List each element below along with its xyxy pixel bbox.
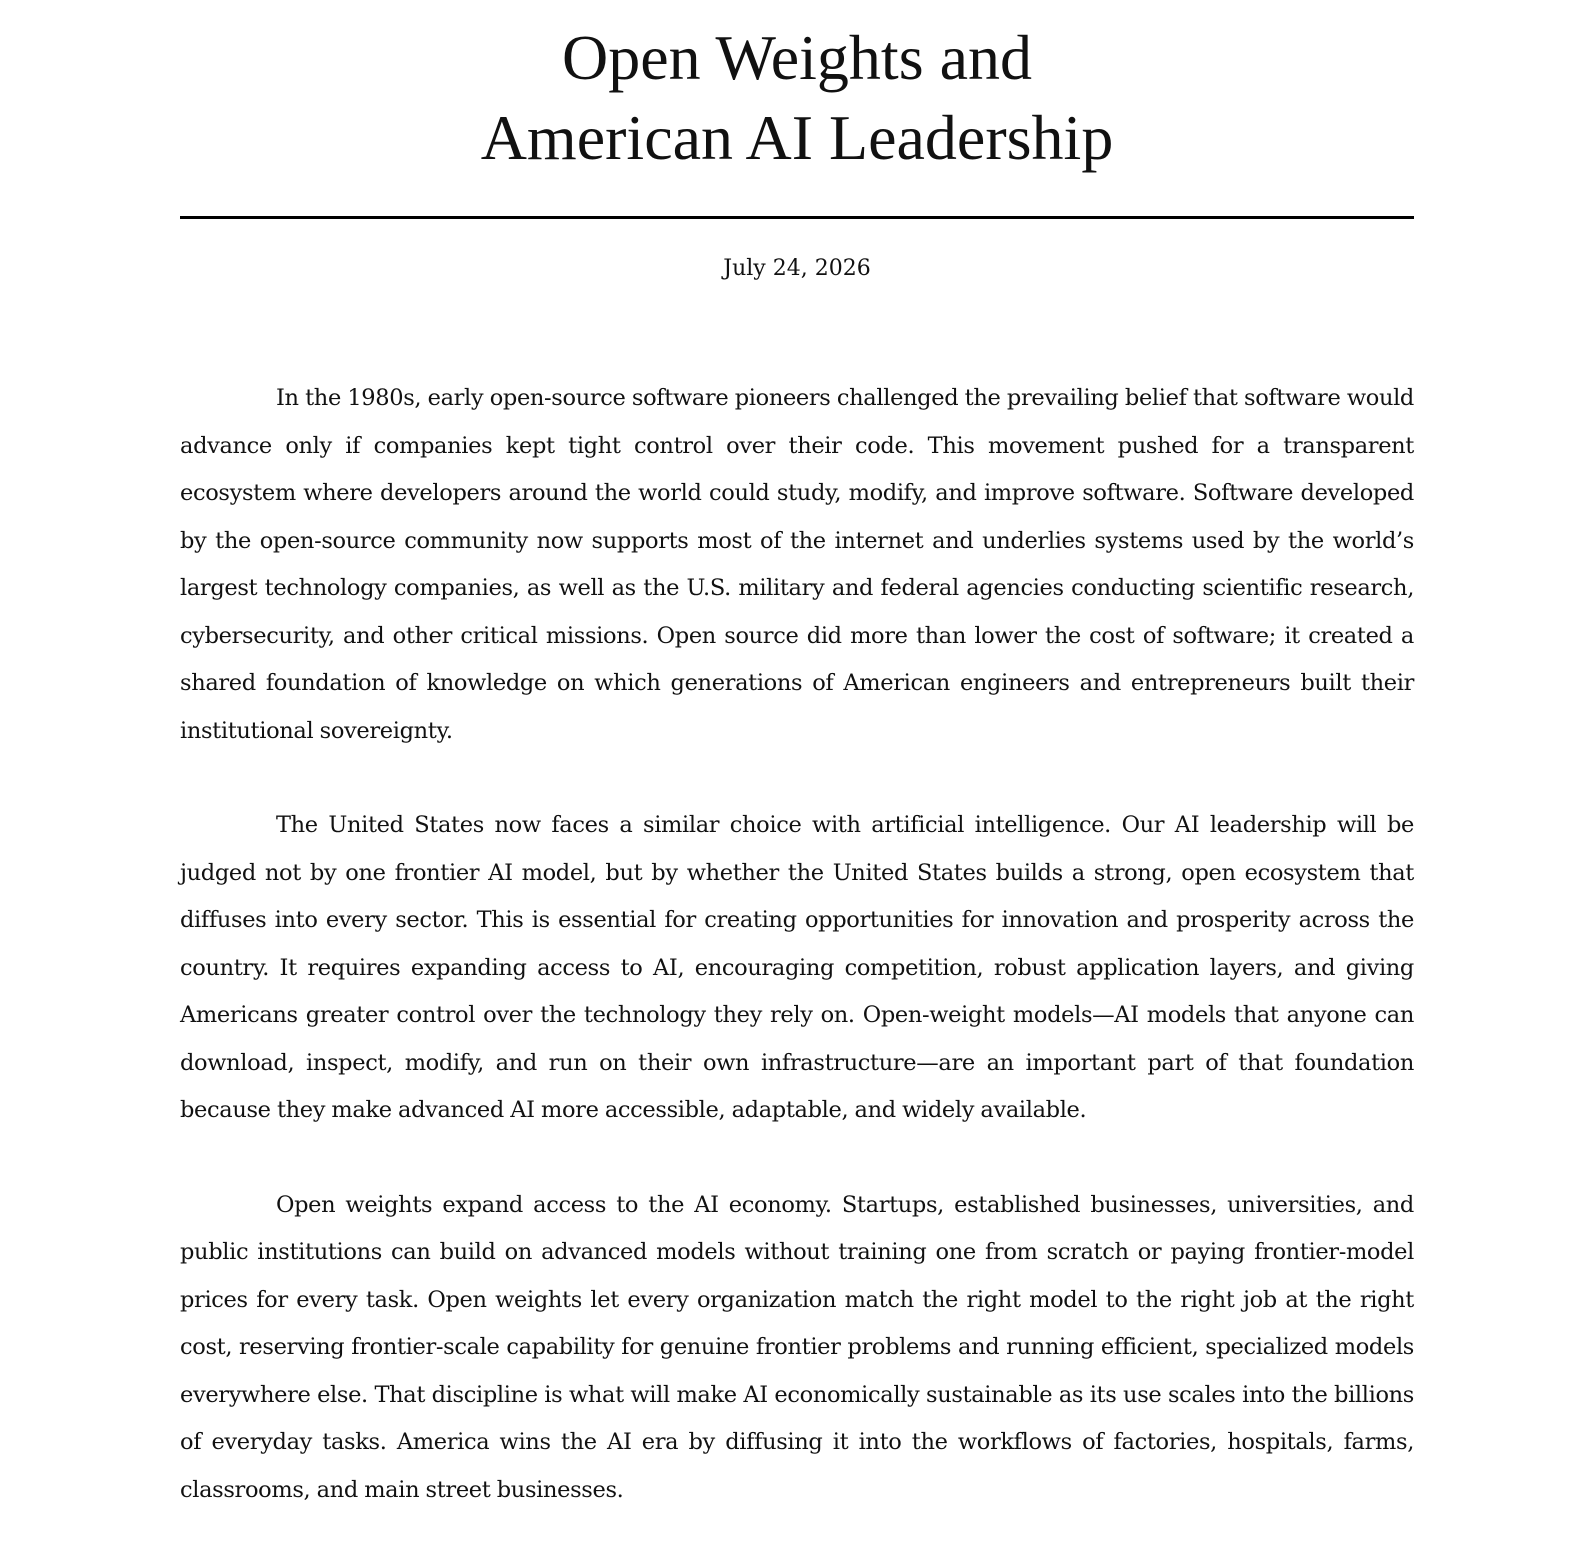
document-title [180, 0, 1414, 178]
title-divider [180, 216, 1414, 219]
paragraph-1: In the 1980s, early open-source software pioneers challenged the prevailing belief that software would advance only if companies kept tight control over their code. This movement pushed for a transparent ecosystem where developers around the world could study, modify, and improve software. Software developed by the open-source community now supports most of the internet and underlies systems used by the world’s largest technology companies, as well as the U.S. military and federal agencies conducting scientific research, cybersecurity, and other critical missions. Open source did more than lower the cost of software; it created a shared foundation of knowledge on which generations of American engineers and entrepreneurs built their institutional sovereignty. [180, 385, 1414, 744]
article-body [180, 375, 1414, 1561]
document-page [180, 0, 1414, 1503]
paragraph-3: Open weights expand access to the AI economy. Startups, established businesses, universities, and public institutions can build on advanced models without training one from scratch or paying frontier-model prices for every task. Open weights let every organization match the right model to the right job at the right cost, reserving frontier-scale capability for genuine frontier problems and running efficient, specialized models everywhere else. That discipline is what will make AI economically sustainable as its use scales into the billions of everyday tasks. America wins the AI era by diffusing it into the workflows of factories, hospitals, farms, classrooms, and main street businesses. [180, 1191, 1414, 1503]
paragraph-2: The United States now faces a similar choice with artificial intelligence. Our AI leadership will be judged not by one frontier AI model, but by whether the United States builds a strong, open ecosystem that diffuses into every sector. This is essential for creating opportunities for innovation and prosperity across the country. It requires expanding access to AI, encouraging competition, robust application layers, and giving Americans greater control over the technology they rely on. Open-weight models—AI models that anyone can download, inspect, modify, and run on their own infrastructure—are an important part of that foundation because they make advanced AI more accessible, adaptable, and widely available. [180, 812, 1414, 1123]
publication-date: July 24, 2026 [723, 256, 871, 281]
title-line-1: Open Weights and [561, 22, 1033, 93]
title-line-2: American AI Leadership [480, 102, 1114, 173]
